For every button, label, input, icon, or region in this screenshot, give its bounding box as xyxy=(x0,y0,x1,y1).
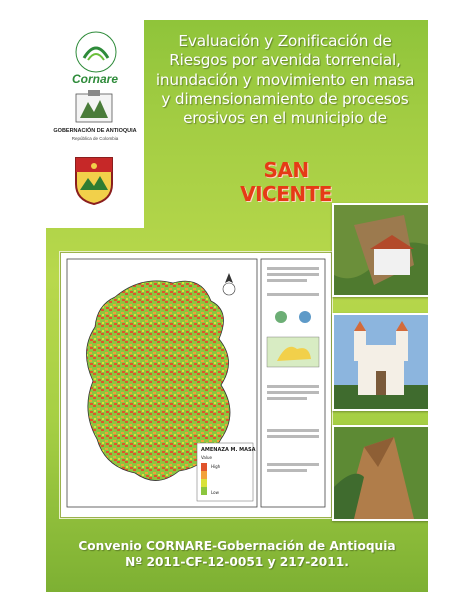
municipality-name: SAN VICENTE xyxy=(240,158,332,206)
title-line-4: y dimensionamiento de procesos xyxy=(161,89,409,108)
cornare-logo-icon xyxy=(74,30,118,74)
document-title xyxy=(149,32,421,128)
footer-line-1: Convenio CORNARE-Gobernación de Antioquia xyxy=(78,539,396,553)
title-line-2: Riesgos por avenida torrencial, xyxy=(169,51,401,70)
gobernacion-subtitle: República de Colombia xyxy=(71,136,119,141)
hazard-map-figure xyxy=(60,252,332,518)
legend-high: High xyxy=(211,464,221,469)
title-line-3: inundación y movimiento en masa xyxy=(155,70,415,89)
gobernacion-shield-icon xyxy=(74,88,114,126)
cover-page xyxy=(46,20,428,592)
landslide-house-photo xyxy=(332,203,428,297)
san-vicente-shield-icon xyxy=(72,154,116,206)
erosion-photo xyxy=(332,425,428,521)
cornare-name: Cornare xyxy=(71,72,118,86)
title-line-1: Evaluación y Zonificación de xyxy=(178,32,392,50)
hazard-map-svg xyxy=(61,253,331,517)
legend-low: Low xyxy=(211,490,219,495)
legend-value-label: Value xyxy=(201,455,212,460)
legend-title: AMENAZA M. MASA xyxy=(201,447,256,453)
gobernacion-name: GOBERNACIÓN DE ANTIOQUIA xyxy=(53,128,137,134)
footer-agreement xyxy=(46,538,428,570)
church-photo xyxy=(332,313,428,411)
title-line-5: erosivos en el municipio de xyxy=(183,109,387,128)
logo-column xyxy=(46,20,144,228)
footer-line-2: Nº 2011-CF-12-0051 y 217-2011. xyxy=(125,555,349,569)
